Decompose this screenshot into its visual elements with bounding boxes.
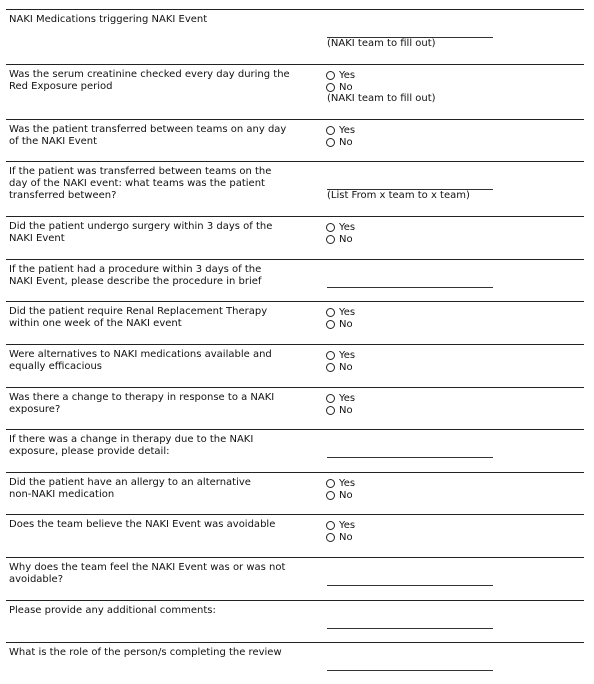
- option-no-label: No: [339, 136, 353, 148]
- question-avoidable: Does the team believe the NAKI Event was avoidable: [9, 519, 276, 530]
- question-alternatives: Were alternatives to NAKI medications available and equally efficacious: [9, 349, 272, 372]
- option-yes-label: Yes: [339, 306, 356, 318]
- radio-no-icon[interactable]: [326, 491, 335, 500]
- question-comments: Please provide any additional comments:: [9, 605, 216, 616]
- radio-yes-icon[interactable]: [326, 71, 335, 80]
- therapy-detail-input-line[interactable]: [327, 457, 493, 458]
- option-yes-label: Yes: [339, 221, 356, 233]
- option-yes[interactable]: [326, 124, 355, 136]
- option-yes[interactable]: [326, 221, 355, 233]
- option-yes[interactable]: [326, 69, 355, 81]
- option-no[interactable]: [326, 233, 353, 245]
- option-no[interactable]: [326, 489, 353, 501]
- row-divider: [6, 642, 584, 643]
- option-no[interactable]: [326, 361, 353, 373]
- row-divider: [6, 161, 584, 162]
- question-therapy-detail: If there was a change in therapy due to the NAKI exposure, please provide detail:: [9, 434, 254, 457]
- radio-yes-icon[interactable]: [326, 223, 335, 232]
- radio-no-icon[interactable]: [326, 138, 335, 147]
- radio-no-icon[interactable]: [326, 406, 335, 415]
- option-no-label: No: [339, 361, 353, 373]
- question-procedure: If the patient had a procedure within 3 days of the NAKI Event, please describe the procedure in brief: [9, 264, 262, 287]
- radio-yes-icon[interactable]: [326, 308, 335, 317]
- radio-yes-icon[interactable]: [326, 351, 335, 360]
- option-no-label: No: [339, 233, 353, 245]
- option-yes[interactable]: [326, 306, 355, 318]
- option-no[interactable]: [326, 531, 353, 543]
- avoidable-reason-input-line[interactable]: [327, 585, 493, 586]
- option-no-label: No: [339, 318, 353, 330]
- naki-team-note: (NAKI team to fill out): [327, 93, 436, 104]
- question-serum-creatinine: Was the serum creatinine checked every day during the Red Exposure period: [9, 69, 290, 92]
- reviewer-role-input-line[interactable]: [327, 670, 493, 671]
- naki-team-note: (NAKI team to fill out): [327, 38, 436, 49]
- option-no[interactable]: [326, 404, 353, 416]
- option-yes-label: Yes: [339, 69, 356, 81]
- option-no-label: No: [339, 531, 353, 543]
- option-yes[interactable]: [326, 519, 355, 531]
- row-divider: [6, 344, 584, 345]
- option-no-label: No: [339, 81, 353, 93]
- question-naki-medications: NAKI Medications triggering NAKI Event: [9, 14, 208, 25]
- row-divider: [6, 119, 584, 120]
- radio-no-icon[interactable]: [326, 363, 335, 372]
- row-divider: [6, 301, 584, 302]
- row-divider: [6, 514, 584, 515]
- row-divider: [6, 472, 584, 473]
- option-no[interactable]: [326, 136, 353, 148]
- option-no[interactable]: [326, 318, 353, 330]
- row-divider: [6, 9, 584, 10]
- procedure-input-line[interactable]: [327, 287, 493, 288]
- question-reviewer-role: What is the role of the person/s completing the review: [9, 647, 282, 658]
- transfer-teams-note: (List From x team to x team): [327, 190, 470, 201]
- option-yes-label: Yes: [339, 392, 356, 404]
- option-yes-label: Yes: [339, 349, 356, 361]
- row-divider: [6, 64, 584, 65]
- row-divider: [6, 259, 584, 260]
- radio-yes-icon[interactable]: [326, 394, 335, 403]
- radio-no-icon[interactable]: [326, 320, 335, 329]
- radio-no-icon[interactable]: [326, 235, 335, 244]
- option-yes[interactable]: [326, 477, 355, 489]
- question-allergy: Did the patient have an allergy to an alternative non-NAKI medication: [9, 477, 251, 500]
- radio-yes-icon[interactable]: [326, 521, 335, 530]
- option-yes[interactable]: [326, 349, 355, 361]
- row-divider: [6, 429, 584, 430]
- row-divider: [6, 557, 584, 558]
- row-divider: [6, 600, 584, 601]
- radio-yes-icon[interactable]: [326, 479, 335, 488]
- option-yes-label: Yes: [339, 124, 356, 136]
- option-no-label: No: [339, 489, 353, 501]
- question-transfer-teams: If the patient was transferred between teams on the day of the NAKI event: what teams was the patient transferred between?: [9, 166, 272, 201]
- radio-no-icon[interactable]: [326, 83, 335, 92]
- question-therapy-change: Was there a change to therapy in response to a NAKI exposure?: [9, 392, 275, 415]
- radio-yes-icon[interactable]: [326, 126, 335, 135]
- option-yes-label: Yes: [339, 519, 356, 531]
- question-renal-replacement: Did the patient require Renal Replacement Therapy within one week of the NAKI event: [9, 306, 268, 329]
- question-avoidable-reason: Why does the team feel the NAKI Event was or was not avoidable?: [9, 562, 286, 585]
- question-transferred: Was the patient transferred between teams on any day of the NAKI Event: [9, 124, 287, 147]
- option-no-label: No: [339, 404, 353, 416]
- comments-input-line[interactable]: [327, 628, 493, 629]
- row-divider: [6, 387, 584, 388]
- row-divider: [6, 216, 584, 217]
- option-yes[interactable]: [326, 392, 355, 404]
- option-no[interactable]: [326, 81, 353, 93]
- option-yes-label: Yes: [339, 477, 356, 489]
- radio-no-icon[interactable]: [326, 533, 335, 542]
- question-surgery: Did the patient undergo surgery within 3 days of the NAKI Event: [9, 221, 273, 244]
